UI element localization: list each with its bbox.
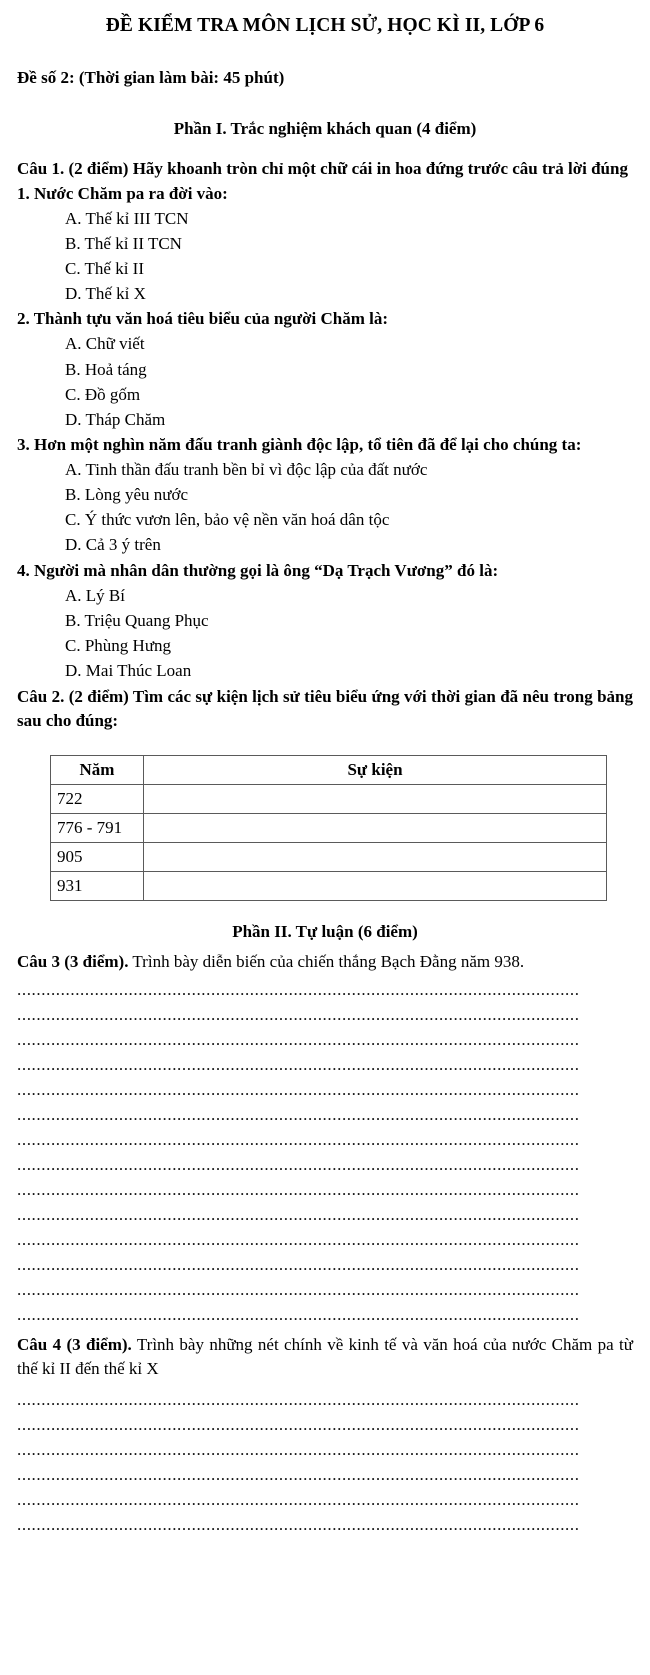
- cell-event-blank[interactable]: [144, 843, 607, 872]
- answer-dotted-line[interactable]: ....................................................................................................................: [17, 1279, 580, 1299]
- answer-dotted-line[interactable]: ....................................................................................................................: [17, 1389, 580, 1409]
- question-4-text: Trình bày những nét chính về kinh tế và văn hoá của nước Chăm pa từ thế kỉ II đến thế kỉ X: [17, 1334, 633, 1378]
- answer-option[interactable]: C. Ý thức vươn lên, bảo vệ nền văn hoá dân tộc: [65, 510, 390, 530]
- answer-dotted-line[interactable]: ....................................................................................................................: [17, 1079, 580, 1099]
- question-item-3: [17, 433, 633, 558]
- answer-dotted-line[interactable]: ....................................................................................................................: [17, 1514, 580, 1534]
- question-3-text: Trình bày diễn biến của chiến thắng Bạch Đằng năm 938.: [128, 951, 525, 971]
- cell-year: 776 - 791: [51, 814, 144, 843]
- cell-event-blank[interactable]: [144, 785, 607, 814]
- answer-dotted-line[interactable]: ....................................................................................................................: [17, 1054, 580, 1074]
- answer-dotted-line[interactable]: ....................................................................................................................: [17, 1304, 580, 1324]
- page-title: ĐỀ KIỂM TRA MÔN LỊCH SỬ, HỌC KÌ II, LỚP 6: [105, 15, 545, 36]
- cell-year: 722: [51, 785, 144, 814]
- question-1-group: [17, 157, 633, 684]
- answer-option[interactable]: B. Lòng yêu nước: [65, 485, 189, 505]
- cell-event-blank[interactable]: [144, 872, 607, 901]
- table-row: [51, 843, 607, 872]
- answer-dotted-line[interactable]: ....................................................................................................................: [17, 1154, 580, 1174]
- answer-option[interactable]: C. Phùng Hưng: [65, 635, 172, 655]
- part-2-heading: Phần II. Tự luận (6 điểm): [232, 922, 418, 942]
- answer-dotted-line[interactable]: ....................................................................................................................: [17, 1464, 580, 1484]
- question-stem: 3. Hơn một nghìn năm đấu tranh giành độc lập, tổ tiên đã để lại cho chúng ta:: [17, 434, 582, 454]
- answer-option[interactable]: D. Mai Thúc Loan: [65, 661, 192, 681]
- question-item-4: [17, 559, 633, 684]
- question-item-1: [17, 182, 633, 307]
- question-4-label: Câu 4 (3 điểm).: [17, 1334, 132, 1354]
- question-stem: 2. Thành tựu văn hoá tiêu biểu của người Chăm là:: [17, 309, 389, 329]
- table-row: [51, 814, 607, 843]
- answer-dotted-line[interactable]: ....................................................................................................................: [17, 979, 580, 999]
- answer-dotted-line[interactable]: ....................................................................................................................: [17, 1129, 580, 1149]
- answer-dotted-line[interactable]: ....................................................................................................................: [17, 1204, 580, 1224]
- events-table: [50, 755, 607, 901]
- answer-option[interactable]: B. Triệu Quang Phục: [65, 610, 209, 630]
- table-row: [51, 872, 607, 901]
- answer-option[interactable]: D. Cả 3 ý trên: [65, 535, 161, 555]
- exam-info: Đề số 2: (Thời gian làm bài: 45 phút): [17, 68, 285, 88]
- question-item-2: [17, 307, 633, 432]
- answer-dotted-line[interactable]: ....................................................................................................................: [17, 1489, 580, 1509]
- answer-option[interactable]: B. Hoả táng: [65, 359, 147, 379]
- question-1-instruction: Câu 1. (2 điểm) Hãy khoanh tròn chỉ một chữ cái in hoa đứng trước câu trả lời đúng: [17, 158, 628, 178]
- answer-option[interactable]: A. Thế kỉ III TCN: [65, 208, 189, 228]
- answer-dotted-line[interactable]: ....................................................................................................................: [17, 1414, 580, 1434]
- table-header-row: [51, 756, 607, 785]
- answer-option[interactable]: C. Đồ gốm: [65, 384, 141, 404]
- answer-option[interactable]: A. Chữ viết: [65, 334, 145, 354]
- events-table-wrapper: [17, 755, 633, 901]
- question-3-prompt: [17, 950, 633, 974]
- answer-dotted-line[interactable]: ....................................................................................................................: [17, 1229, 580, 1249]
- answer-option[interactable]: B. Thế kỉ II TCN: [65, 233, 182, 253]
- question-4-prompt: [17, 1333, 633, 1381]
- question-2-instruction: Câu 2. (2 điểm) Tìm các sự kiện lịch sử tiêu biểu ứng với thời gian đã nêu trong bảng sau cho đúng:: [17, 687, 633, 731]
- answer-option[interactable]: D. Thế kỉ X: [65, 284, 146, 304]
- answer-dotted-line[interactable]: ....................................................................................................................: [17, 1179, 580, 1199]
- table-row: [51, 785, 607, 814]
- question-stem: 4. Người mà nhân dân thường gọi là ông “Dạ Trạch Vương” đó là:: [17, 560, 499, 580]
- question-stem: 1. Nước Chăm pa ra đời vào:: [17, 183, 228, 203]
- answer-option[interactable]: A. Lý Bí: [65, 585, 125, 605]
- answer-option[interactable]: A. Tinh thần đấu tranh bền bỉ vì độc lập của đất nước: [65, 460, 428, 480]
- cell-year: 905: [51, 843, 144, 872]
- column-header-year: Năm: [51, 756, 144, 785]
- answer-dotted-line[interactable]: ....................................................................................................................: [17, 1254, 580, 1274]
- question-4-answer-lines[interactable]: [17, 1387, 633, 1537]
- question-3-answer-lines[interactable]: [17, 977, 633, 1327]
- answer-option[interactable]: D. Tháp Chăm: [65, 409, 166, 429]
- answer-dotted-line[interactable]: ....................................................................................................................: [17, 1104, 580, 1124]
- answer-dotted-line[interactable]: ....................................................................................................................: [17, 1029, 580, 1049]
- cell-event-blank[interactable]: [144, 814, 607, 843]
- answer-dotted-line[interactable]: ....................................................................................................................: [17, 1004, 580, 1024]
- question-3-label: Câu 3 (3 điểm).: [17, 951, 129, 971]
- column-header-event: Sự kiện: [144, 756, 607, 785]
- answer-dotted-line[interactable]: ....................................................................................................................: [17, 1439, 580, 1459]
- answer-option[interactable]: C. Thế kỉ II: [65, 259, 145, 279]
- part-1-heading: Phần I. Trắc nghiệm khách quan (4 điểm): [173, 119, 477, 139]
- cell-year: 931: [51, 872, 144, 901]
